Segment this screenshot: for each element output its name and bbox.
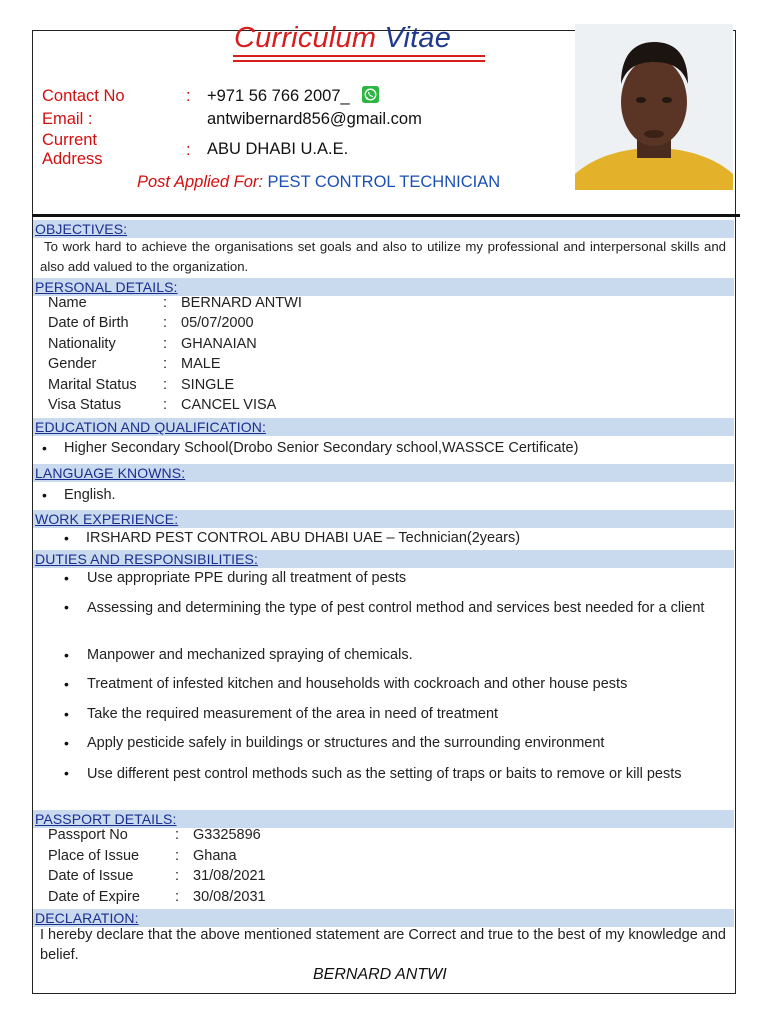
objectives-text: To work hard to achieve the organisations set goals and also to utilize my professional and interpersonal skills and also add valued to the organization. (40, 239, 726, 274)
bullet-icon: • (64, 599, 69, 615)
job-role: – Technician(2years) (382, 530, 521, 546)
bullet-icon: • (64, 530, 69, 546)
duty-item: Use different pest control methods such as the setting of traps or baits to remove or kill pests (87, 766, 682, 782)
duty-item: Take the required measurement of the area in need of treatment (87, 706, 499, 722)
education-item: Higher Secondary School(Drobo Senior Secondary school,WASSCE Certificate) (64, 440, 579, 456)
detail-separator: : (175, 848, 180, 864)
detail-label: Nationality (48, 336, 116, 352)
section-duties (33, 550, 734, 568)
bullet-icon: • (64, 735, 69, 751)
section-title: OBJECTIVES: (35, 221, 128, 237)
detail-value: CANCEL VISA (181, 397, 277, 413)
language-item: English. (64, 487, 116, 503)
contact-colon: : (186, 87, 191, 105)
detail-value: BERNARD ANTWI (181, 295, 302, 311)
cv-title (234, 22, 451, 55)
work-item (86, 530, 520, 546)
section-title: LANGUAGE KNOWNS: (35, 465, 186, 481)
bullet-icon: • (64, 706, 69, 722)
section-personal-details (33, 278, 734, 296)
post-label: Post Applied For: (137, 173, 263, 191)
bullet-icon: • (64, 676, 69, 692)
address-colon: : (186, 141, 191, 159)
section-education (33, 418, 734, 436)
detail-label: Place of Issue (48, 848, 140, 864)
section-passport-details (33, 810, 734, 828)
title-underline-2 (233, 60, 485, 62)
section-language (33, 464, 734, 482)
detail-label: Visa Status (48, 397, 122, 413)
detail-label: Marital Status (48, 377, 137, 393)
title-word-1: Curriculum (234, 22, 377, 54)
company-name: IRSHARD PEST CONTROL ABU DHABI UAE (86, 530, 383, 546)
detail-value: GHANAIAN (181, 336, 257, 352)
bullet-icon: • (42, 487, 47, 503)
profile-photo (575, 24, 733, 190)
email-value: antwibernard856@gmail.com (207, 110, 422, 128)
detail-label: Date of Issue (48, 868, 134, 884)
header-divider (32, 214, 740, 217)
duty-item: Manpower and mechanized spraying of chemicals. (87, 647, 413, 663)
contact-value: +971 56 766 2007_ (207, 87, 350, 105)
address-label-line-2: Address (42, 150, 103, 168)
title-underline (233, 55, 485, 57)
detail-value: Ghana (193, 848, 237, 864)
detail-separator: : (163, 315, 168, 331)
address-label-line-1: Current (42, 131, 98, 149)
duty-item: Apply pesticide safely in buildings or structures and the surrounding environment (87, 735, 605, 751)
section-work-experience (33, 510, 734, 528)
section-objectives (33, 220, 734, 238)
duty-item: Treatment of infested kitchen and households with cockroach and other house pests (87, 676, 628, 692)
section-title: EDUCATION AND QUALIFICATION: (35, 419, 266, 435)
section-title: WORK EXPERIENCE: (35, 511, 179, 527)
duty-item: Assessing and determining the type of pest control method and services best needed for a client (87, 600, 705, 616)
email-label: Email : (42, 110, 93, 128)
detail-value: 05/07/2000 (181, 315, 254, 331)
post-value: PEST CONTROL TECHNICIAN (267, 173, 501, 191)
post-applied (137, 173, 500, 192)
address-value: ABU DHABI U.A.E. (207, 140, 349, 158)
detail-separator: : (163, 397, 168, 413)
contact-label: Contact No (42, 87, 125, 105)
detail-value: MALE (181, 356, 221, 372)
detail-label: Gender (48, 356, 97, 372)
section-title: PERSONAL DETAILS: (35, 279, 178, 295)
detail-label: Name (48, 295, 87, 311)
bullet-icon: • (64, 765, 69, 781)
detail-value: SINGLE (181, 377, 235, 393)
detail-label: Date of Expire (48, 889, 140, 905)
title-word-2: Vitae (384, 22, 452, 54)
detail-label: Date of Birth (48, 315, 129, 331)
bullet-icon: • (64, 647, 69, 663)
declaration-text: I hereby declare that the above mentioned statement are Correct and true to the best of my knowledge and belief. (40, 927, 726, 963)
detail-separator: : (175, 868, 180, 884)
bullet-icon: • (42, 440, 47, 456)
section-title: PASSPORT DETAILS: (35, 811, 177, 827)
signature-name: BERNARD ANTWI (313, 966, 447, 983)
duty-item: Use appropriate PPE during all treatment of pests (87, 570, 407, 586)
detail-value: 31/08/2021 (193, 868, 266, 884)
detail-separator: : (175, 889, 180, 905)
detail-label: Passport No (48, 827, 128, 843)
detail-value: 30/08/2031 (193, 889, 266, 905)
bullet-icon: • (64, 570, 69, 586)
section-title: DUTIES AND RESPONSIBILITIES: (35, 551, 258, 567)
section-title: DECLARATION: (35, 910, 139, 926)
detail-separator: : (163, 377, 168, 393)
detail-value: G3325896 (193, 827, 261, 843)
detail-separator: : (163, 356, 168, 372)
detail-separator: : (163, 336, 168, 352)
detail-separator: : (163, 295, 168, 311)
detail-separator: : (175, 827, 180, 843)
whatsapp-icon (362, 86, 379, 103)
portrait-image (575, 24, 733, 190)
